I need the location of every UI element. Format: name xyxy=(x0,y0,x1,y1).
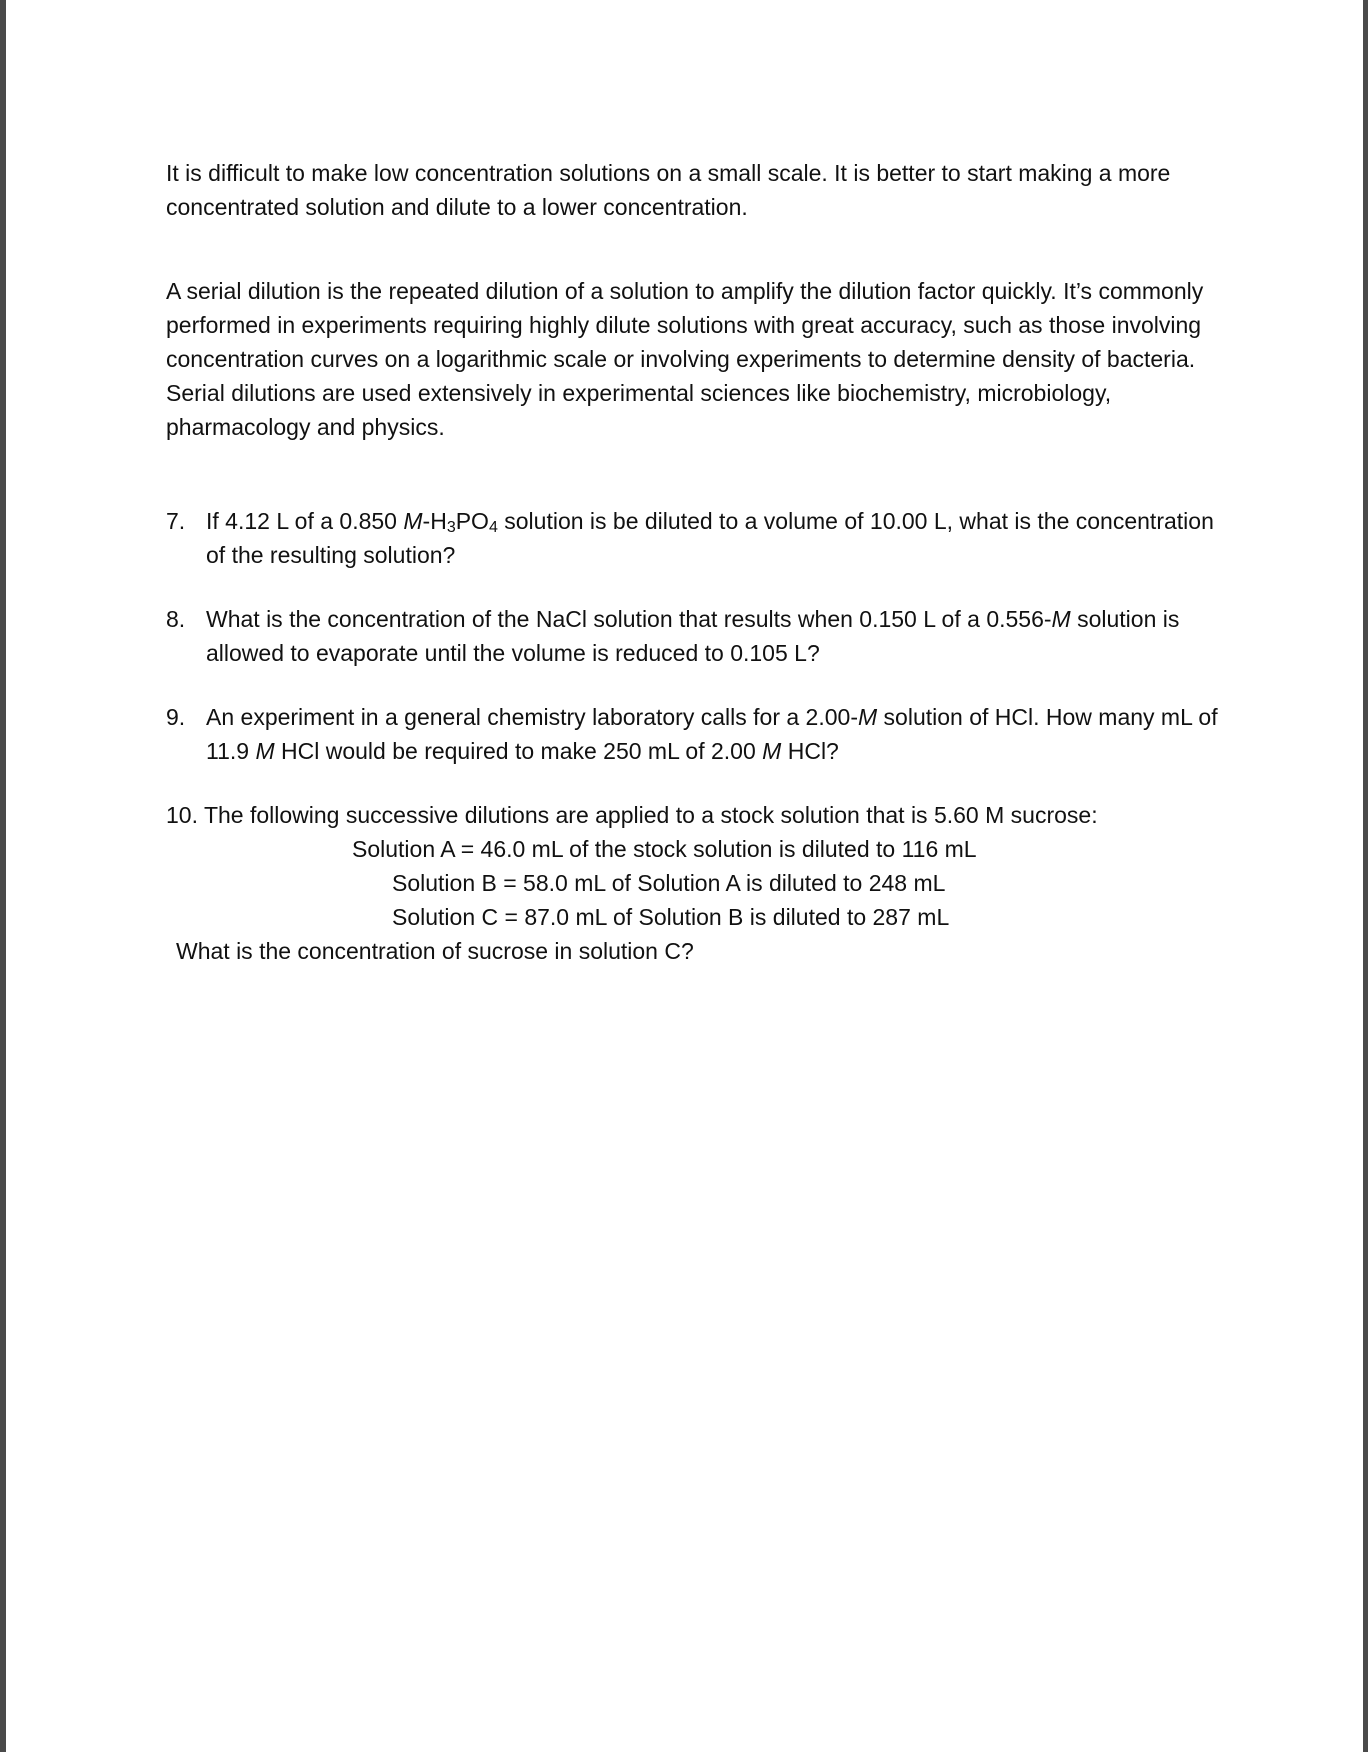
question-7-text: If 4.12 L of a 0.850 $M-H_3PO_4$ solution is be diluted to a volume of 10.00 L, what is the concentration of the resulting solution? xyxy=(206,508,1214,568)
question-10 xyxy=(166,798,1226,968)
question-7 xyxy=(166,504,1226,572)
intro-paragraph-2: A serial dilution is the repeated dilution of a solution to amplify the dilution factor quickly. It’s commonly performed in experiments requiring highly dilute solutions with great accuracy, such as those involving concentration curves on a logarithmic scale or involving experiments to determine density of bacteria. Serial dilutions are used extensively in experimental sciences like biochemistry, microbiology, pharmacology and physics. xyxy=(166,278,1204,440)
question-7-number: 7. xyxy=(166,508,186,534)
question-9-number: 9. xyxy=(166,704,186,730)
question-8 xyxy=(166,602,1226,670)
question-9 xyxy=(166,700,1226,768)
solution-a-line: Solution A = 46.0 mL of the stock solution is diluted to 116 mL xyxy=(352,836,977,862)
question-10-heading: 10. The following successive dilutions are applied to a stock solution that is 5.60 M sucrose: xyxy=(166,802,1098,828)
question-10-ask: What is the concentration of sucrose in solution C? xyxy=(176,938,694,964)
solution-b-line: Solution B = 58.0 mL of Solution A is diluted to 248 mL xyxy=(392,870,946,896)
page-right-edge xyxy=(1363,0,1368,1752)
page-left-edge xyxy=(0,0,6,1752)
intro-paragraph-1: It is difficult to make low concentration solutions on a small scale. It is better to start making a more concentrated solution and dilute to a lower concentration. xyxy=(166,160,1171,220)
question-8-text: What is the concentration of the NaCl solution that results when 0.150 L of a 0.556-M solution is allowed to evaporate until the volume is reduced to 0.105 L? xyxy=(206,606,1180,666)
question-9-text: An experiment in a general chemistry laboratory calls for a 2.00-M solution of HCl. How many mL of 11.9 M HCl would be required to make 250 mL of 2.00 M HCl? xyxy=(206,704,1218,764)
solution-c-line: Solution C = 87.0 mL of Solution B is diluted to 287 mL xyxy=(392,904,950,930)
question-8-number: 8. xyxy=(166,606,186,632)
document-page xyxy=(166,156,1226,968)
